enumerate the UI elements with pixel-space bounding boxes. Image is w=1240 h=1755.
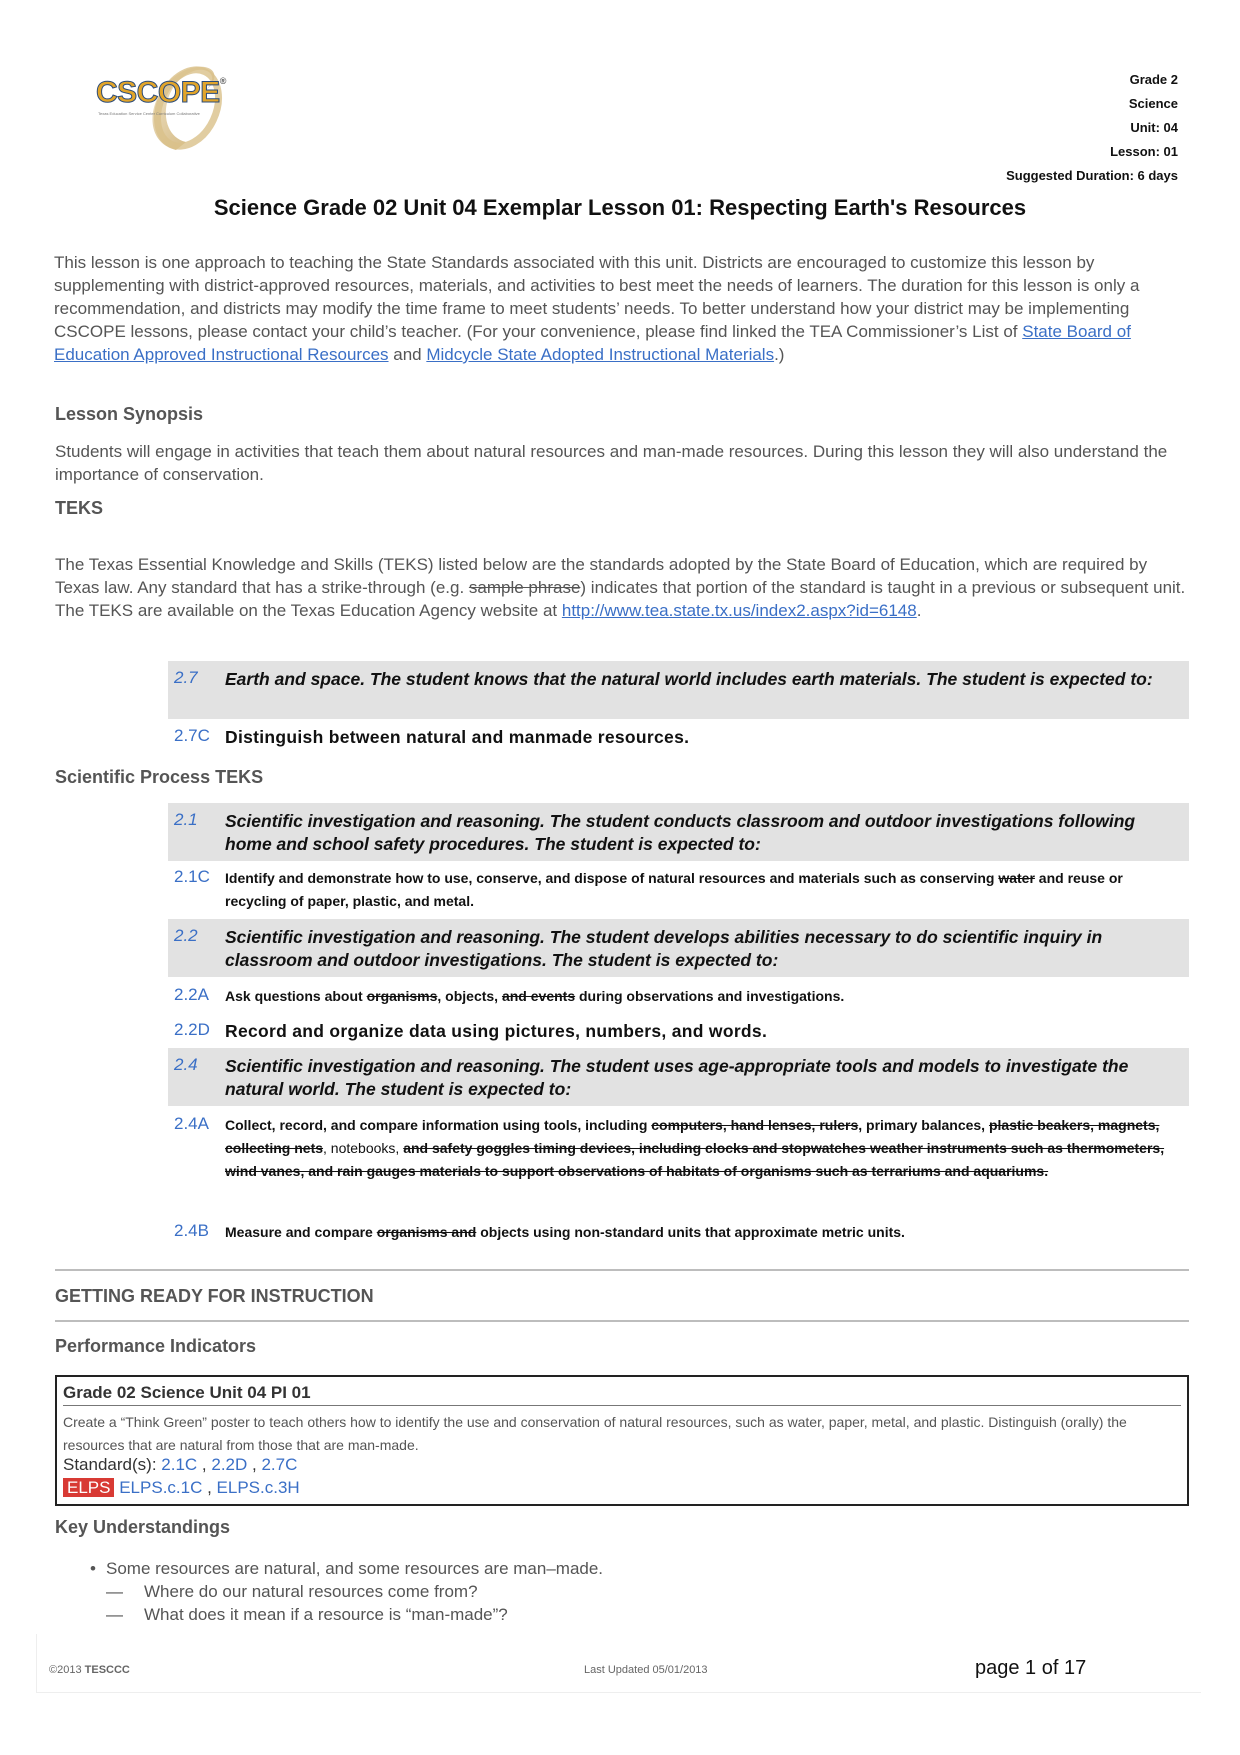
standard-text: Earth and space. The student knows that the natural world includes earth materials. The student is expected to: [225,669,1153,689]
standard-text: Collect, record, and compare information using tools, including computers, hand lenses, rulers, primary balances, plastic beakers, magnets, collecting nets, notebooks, and safety goggles timing devices, including clocks and stopwatches weather instruments such as thermometers, wind vanes, and rain gauges materials to support observations of habitats of organisms such as terrariums and aquariums. [225,1117,1165,1179]
standard-row-2-4b [168,1220,1189,1246]
link-sboe-resources[interactable]: State Board of Education Approved Instructional Resources [54,322,1131,364]
standard-number: 2.4A [174,1114,209,1133]
standard-number: 2.1C [174,867,210,886]
section-divider [55,1320,1189,1322]
standard-number: 2.2 [174,926,198,945]
standard-number: 2.1 [174,810,198,829]
link-tea-website[interactable]: http://www.tea.state.tx.us/index2.aspx?id=6148 [561,601,917,620]
getting-ready-heading: GETTING READY FOR INSTRUCTION [55,1286,374,1306]
page-number: page 1 of 17 [975,1657,1087,1679]
meta-subject: Science [1128,96,1178,111]
pi-elps: ELPS ELPS.c.1C , ELPS.c.3H [63,1478,300,1498]
footer-divider [36,1692,1201,1693]
pi-standards: Standard(s): 2.1C , 2.2D , 2.7C [63,1455,298,1474]
standard-row-2-4 [168,1048,1189,1106]
teks-heading: TEKS [55,498,104,518]
pi-description: Create a “Think Green” poster to teach others how to identify the use and conservation of natural resources, such as water, paper, metal, and plastic. Distinguish (orally) the resources that are natural from those that are man-made. [63,1414,1127,1453]
standard-text: Identify and demonstrate how to use, conserve, and dispose of natural resources and materials such as conserving water and reuse or recycling of paper, plastic, and metal. [225,870,1123,909]
standard-text: Ask questions about organisms, objects, and events during observations and investigations. [225,988,845,1004]
standard-text: Distinguish between natural and manmade resources. [225,727,690,747]
standard-row-2-2d [168,1019,1189,1047]
logo-swoosh-icon [96,60,266,160]
standard-text: Record and organize data using pictures, numbers, and words. [225,1021,768,1041]
standard-row-2-1 [168,803,1189,861]
lesson-meta [1006,68,1178,188]
logo-tagline: Texas Education Service Center Curriculum Collaborative [98,111,200,116]
list-subitem: — Where do our natural resources come from? [106,1582,478,1601]
standard-number: 2.7C [174,726,210,745]
logo-text: CSCOPE [96,76,220,109]
standard-text: Measure and compare organisms and objects using non-standard units that approximate metric units. [225,1224,905,1240]
standard-row-2-4a [168,1113,1189,1211]
section-divider [55,1269,1189,1271]
standard-text: Scientific investigation and reasoning. The student conducts classroom and outdoor investigations following home and school safety procedures. The student is expected to: [225,811,1136,854]
sci-process-heading: Scientific Process TEKS [55,767,264,787]
meta-duration: Suggested Duration: 6 days [1006,168,1178,183]
elps-badge: ELPS [63,1478,114,1497]
key-understandings-heading: Key Understandings [55,1517,231,1537]
teks-intro: The Texas Essential Knowledge and Skills (TEKS) listed below are the standards adopted by the State Board of Education, which are required by Texas law. Any standard that has a strike-through (e.g. sample phrase) indicates that portion of the standard is taught in a previous or subsequent unit. The TEKS are available on the Texas Education Agency website at http://www.tea.state.tx.us/index2.aspx?id=6148. [55,555,1186,620]
standard-row-2-7 [168,661,1189,719]
list-item: • Some resources are natural, and some resources are man–made. [90,1557,603,1580]
list-subitem: — What does it mean if a resource is “man-made”? [106,1605,508,1624]
intro-paragraph: This lesson is one approach to teaching the State Standards associated with this unit. Districts are encouraged to customize this lesson by supplementing with district-approved resources, materials, and activities to best meet the needs of learners. The duration for this lesson is only a recommendation, and districts may modify the time frame to meet students’ needs. To better understand how your district may be implementing CSCOPE lessons, please contact your child’s teacher. (For your convenience, please find linked the TEA Commissioner’s List of State Board of Education Approved Instructional Resources and Midcycle State Adopted Instructional Materials.) [54,253,1140,364]
standard-number: 2.2D [174,1020,210,1039]
page-title: Science Grade 02 Unit 04 Exemplar Lesson 01: Respecting Earth's Resources [213,195,1027,220]
performance-indicators-heading: Performance Indicators [55,1336,257,1356]
elps-link[interactable]: ELPS.c.1C [119,1478,203,1497]
footer-updated: Last Updated 05/01/2013 [584,1664,708,1676]
standard-number: 2.4 [174,1055,198,1074]
footer-border [36,1634,37,1692]
link-midcycle-materials[interactable]: Midcycle State Adopted Instructional Materials [426,345,775,364]
synopsis-heading: Lesson Synopsis [55,404,204,424]
standard-link[interactable]: 2.1C [161,1455,198,1474]
standard-row-2-2a [168,984,1189,1010]
standard-row-2-2 [168,919,1189,977]
meta-unit: Unit: 04 [1130,120,1178,135]
standard-row-2-1c [168,866,1189,916]
cscope-logo: CSCOPE® Texas Education Service Center Curriculum Collaborative [96,60,266,160]
footer-copyright: ©2013 TESCCC [49,1664,130,1676]
standard-row-2-7c [168,725,1189,753]
pi-title: Grade 02 Science Unit 04 PI 01 [63,1383,1181,1406]
meta-lesson: Lesson: 01 [1110,144,1178,159]
standard-number: 2.7 [174,668,198,687]
standard-text: Scientific investigation and reasoning. The student develops abilities necessary to do scientific inquiry in classroom and outdoor investigations. The student is expected to: [225,927,1103,970]
standard-text: Scientific investigation and reasoning. The student uses age-appropriate tools and models to investigate the natural world. The student is expected to: [225,1056,1129,1099]
performance-indicator-box [55,1375,1189,1506]
elps-link[interactable]: ELPS.c.3H [216,1478,300,1497]
standard-number: 2.4B [174,1221,209,1240]
standard-link[interactable]: 2.2D [211,1455,248,1474]
standard-number: 2.2A [174,985,209,1004]
meta-grade: Grade 2 [1129,72,1178,87]
synopsis-text: Students will engage in activities that teach them about natural resources and man-made resources. During this lesson they will also understand the importance of conservation. [55,442,1168,484]
key-understandings-list [90,1557,603,1626]
standard-link[interactable]: 2.7C [261,1455,298,1474]
